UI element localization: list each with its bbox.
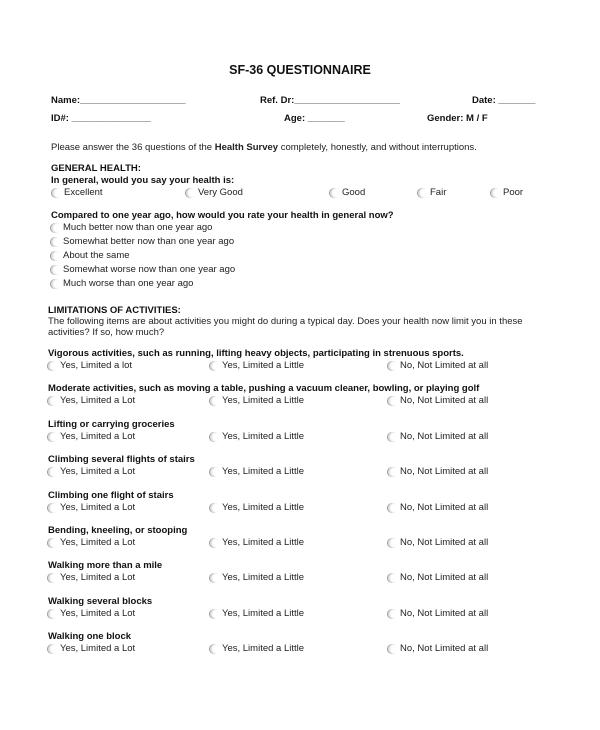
radio-option[interactable]	[48, 466, 135, 478]
radio-option[interactable]	[51, 264, 235, 276]
radio-option[interactable]	[186, 187, 243, 199]
radio-button-icon[interactable]	[388, 609, 398, 619]
activity-question: Lifting or carrying groceries	[48, 418, 175, 430]
radio-option[interactable]	[48, 431, 135, 443]
id-field[interactable]: ID#: _______________	[51, 113, 151, 124]
radio-button-icon[interactable]	[210, 644, 220, 654]
option-label: Fair	[430, 187, 447, 198]
radio-option[interactable]	[48, 502, 135, 514]
radio-button-icon[interactable]	[48, 396, 58, 406]
radio-option[interactable]	[388, 537, 488, 549]
radio-option[interactable]	[48, 360, 132, 372]
option-label: Yes, Limited a Little	[222, 430, 305, 442]
radio-option[interactable]	[51, 222, 212, 234]
question-compared-year-ago: Compared to one year ago, how would you rate your health in general now?	[51, 210, 394, 221]
radio-option[interactable]	[418, 187, 446, 199]
option-label: Yes, Limited a Little	[222, 466, 305, 478]
radio-option[interactable]	[210, 502, 304, 514]
option-label: Poor	[503, 187, 524, 198]
option-label: No, Not Limited at all	[400, 572, 489, 584]
radio-option[interactable]	[210, 608, 304, 620]
radio-option[interactable]	[48, 643, 135, 655]
instructions-bold: Health Survey	[214, 142, 279, 153]
radio-button-icon[interactable]	[48, 538, 58, 548]
radio-button-icon[interactable]	[52, 188, 62, 198]
radio-option[interactable]	[210, 466, 304, 478]
radio-button-icon[interactable]	[388, 361, 398, 371]
radio-option[interactable]	[491, 187, 523, 199]
radio-button-icon[interactable]	[210, 396, 220, 406]
option-label: Yes, Limited a Lot	[60, 395, 136, 407]
radio-button-icon[interactable]	[48, 361, 58, 371]
radio-option[interactable]	[48, 537, 135, 549]
radio-button-icon[interactable]	[330, 188, 340, 198]
option-label: Excellent	[64, 187, 103, 198]
ref-dr-field[interactable]: Ref. Dr:____________________	[260, 95, 400, 106]
instructions-text-end: completely, honestly, and without interruptions.	[278, 142, 477, 153]
radio-button-icon[interactable]	[210, 467, 220, 477]
limitations-intro: The following items are about activities you might do during a typical day. Does your health now limit you in these	[48, 316, 523, 327]
activity-question: Climbing several flights of stairs	[48, 454, 195, 466]
radio-button-icon[interactable]	[388, 432, 398, 442]
radio-option[interactable]	[52, 187, 103, 199]
name-field[interactable]: Name:____________________	[51, 95, 186, 106]
radio-option[interactable]	[388, 608, 488, 620]
option-label: Yes, Limited a Little	[222, 395, 305, 407]
radio-option[interactable]	[330, 187, 365, 199]
radio-button-icon[interactable]	[51, 279, 61, 289]
radio-button-icon[interactable]	[210, 538, 220, 548]
radio-button-icon[interactable]	[210, 573, 220, 583]
radio-button-icon[interactable]	[491, 188, 501, 198]
option-label: Yes, Limited a Lot	[60, 572, 136, 584]
option-label: Yes, Limited a lot	[60, 360, 132, 371]
limitations-heading: LIMITATIONS OF ACTIVITIES:	[48, 305, 181, 316]
radio-button-icon[interactable]	[210, 503, 220, 513]
option-label: No, Not Limited at all	[400, 395, 489, 407]
option-label: Much better now than one year ago	[63, 222, 213, 233]
radio-button-icon[interactable]	[186, 188, 196, 198]
radio-option[interactable]	[51, 236, 234, 248]
activity-question: Walking several blocks	[48, 595, 153, 607]
option-label: Yes, Limited a Little	[222, 360, 305, 371]
radio-option[interactable]	[210, 572, 304, 584]
option-label: Yes, Limited a Little	[222, 537, 305, 548]
option-label: About the same	[63, 250, 130, 261]
radio-button-icon[interactable]	[210, 609, 220, 619]
radio-button-icon[interactable]	[51, 265, 61, 275]
option-label: Very Good	[198, 187, 243, 198]
radio-button-icon[interactable]	[388, 396, 398, 406]
age-field[interactable]: Age: _______	[284, 113, 345, 124]
radio-option[interactable]	[210, 360, 304, 372]
radio-button-icon[interactable]	[51, 223, 61, 233]
option-label: Somewhat better now than one year ago	[63, 236, 235, 247]
option-label: Yes, Limited a Little	[222, 572, 305, 584]
gender-field[interactable]: Gender: M / F	[427, 113, 488, 124]
radio-option[interactable]	[388, 466, 488, 478]
radio-option[interactable]	[210, 431, 304, 443]
radio-button-icon[interactable]	[51, 251, 61, 261]
activity-question: Moderate activities, such as moving a table, pushing a vacuum cleaner, bowling, or playing golf	[48, 383, 480, 395]
radio-button-icon[interactable]	[388, 467, 398, 477]
activity-question: Walking one block	[48, 631, 132, 643]
activity-question: Bending, kneeling, or stooping	[48, 525, 188, 536]
date-field[interactable]: Date: _______	[472, 95, 536, 106]
radio-option[interactable]	[48, 608, 135, 620]
option-label: No, Not Limited at all	[400, 643, 489, 655]
option-label: No, Not Limited at all	[400, 607, 489, 619]
radio-option[interactable]	[210, 537, 304, 549]
radio-button-icon[interactable]	[48, 467, 58, 477]
radio-button-icon[interactable]	[388, 573, 398, 583]
option-label: No, Not Limited at all	[400, 501, 489, 513]
radio-button-icon[interactable]	[210, 432, 220, 442]
radio-option[interactable]	[210, 643, 304, 655]
option-label: Yes, Limited a Little	[222, 607, 305, 619]
radio-option[interactable]	[388, 502, 488, 514]
radio-option[interactable]	[48, 572, 135, 584]
radio-button-icon[interactable]	[48, 503, 58, 513]
radio-button-icon[interactable]	[48, 573, 58, 583]
general-health-heading: GENERAL HEALTH:	[51, 163, 141, 174]
question-general-health: In general, would you say your health is:	[51, 175, 235, 186]
option-label: Yes, Limited a Lot	[60, 501, 136, 513]
option-label: Yes, Limited a Little	[222, 501, 305, 513]
option-label: Yes, Limited a Lot	[60, 643, 136, 655]
option-label: Somewhat worse now than one year ago	[63, 264, 236, 275]
radio-option[interactable]	[388, 395, 488, 407]
radio-button-icon[interactable]	[51, 237, 61, 247]
radio-button-icon[interactable]	[210, 361, 220, 371]
activity-question: Vigorous activities, such as running, lifting heavy objects, participating in strenuous sports.	[48, 348, 464, 359]
option-label: No, Not Limited at all	[400, 466, 489, 478]
radio-option[interactable]	[388, 360, 488, 372]
radio-button-icon[interactable]	[388, 503, 398, 513]
option-label: No, Not Limited at all	[400, 537, 489, 548]
option-label: Yes, Limited a Lot	[60, 466, 136, 478]
option-label: No, Not Limited at all	[400, 360, 489, 371]
radio-button-icon[interactable]	[48, 432, 58, 442]
radio-option[interactable]	[388, 643, 488, 655]
radio-option[interactable]	[51, 278, 193, 290]
option-label: Yes, Limited a Lot	[60, 607, 136, 619]
limitations-intro-cont: activities? If so, how much?	[48, 327, 165, 338]
activity-question: Walking more than a mile	[48, 560, 163, 572]
option-label: Yes, Limited a Little	[222, 643, 305, 655]
radio-button-icon[interactable]	[48, 644, 58, 654]
radio-button-icon[interactable]	[418, 188, 428, 198]
radio-option[interactable]	[48, 395, 135, 407]
option-label: No, Not Limited at all	[400, 430, 489, 442]
radio-button-icon[interactable]	[48, 609, 58, 619]
activity-question: Climbing one flight of stairs	[48, 489, 174, 501]
option-label: Much worse than one year ago	[63, 278, 194, 289]
page-title: SF-36 QUESTIONNAIRE	[229, 63, 371, 77]
radio-option[interactable]	[388, 572, 488, 584]
radio-option[interactable]	[388, 431, 488, 443]
option-label: Good	[342, 187, 366, 198]
radio-button-icon[interactable]	[388, 538, 398, 548]
radio-button-icon[interactable]	[388, 644, 398, 654]
instructions-text: Please answer the 36 questions of the	[51, 142, 215, 153]
instructions	[51, 142, 477, 154]
option-label: Yes, Limited a Lot	[60, 537, 136, 548]
option-label: Yes, Limited a Lot	[60, 430, 136, 442]
radio-option[interactable]	[51, 250, 130, 262]
radio-option[interactable]	[210, 395, 304, 407]
